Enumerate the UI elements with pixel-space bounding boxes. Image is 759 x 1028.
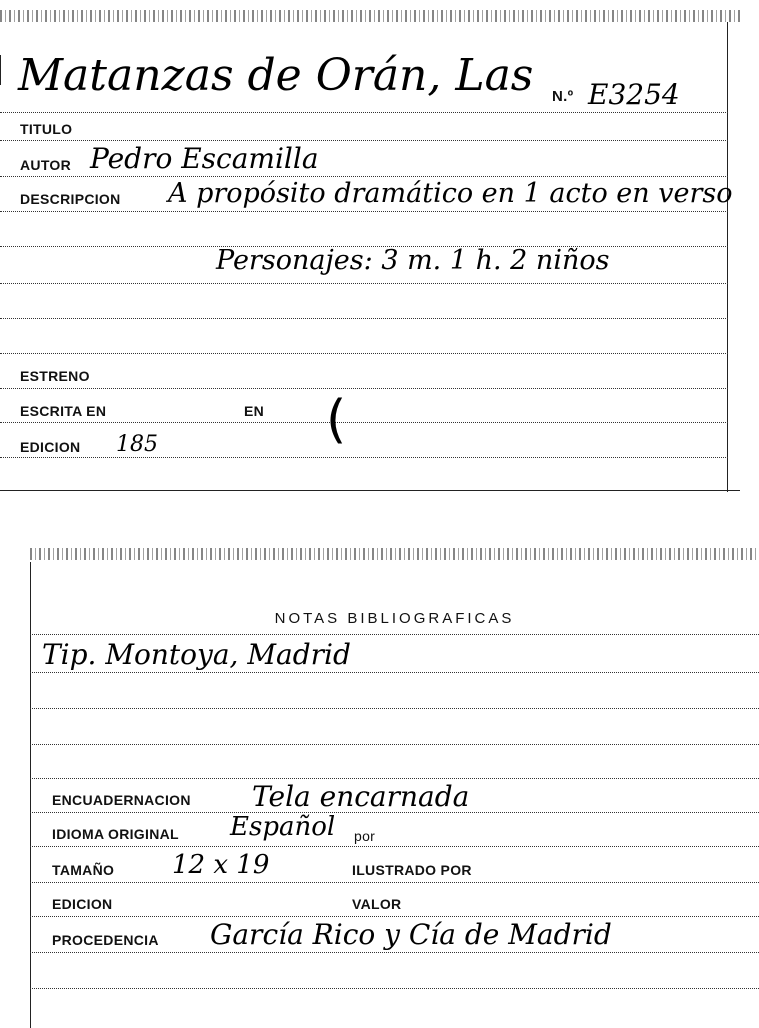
rule xyxy=(30,882,759,883)
number-label: N.º xyxy=(552,88,574,105)
encuadernacion-value: Tela encarnada xyxy=(252,780,470,813)
number-value: E3254 xyxy=(588,78,680,111)
card-left-mark xyxy=(0,55,1,85)
en-label: EN xyxy=(244,403,265,419)
rule xyxy=(30,744,759,745)
rule xyxy=(0,388,728,389)
rule xyxy=(0,176,728,177)
descripcion-value: A propósito dramático en 1 acto en verso xyxy=(168,178,733,209)
rule xyxy=(30,952,759,953)
por-label: por xyxy=(354,828,376,844)
rule xyxy=(0,140,728,141)
escrita-en-label: ESCRITA EN xyxy=(20,403,107,419)
rule xyxy=(0,457,728,458)
edicion-value: 185 xyxy=(116,432,158,457)
idioma-original-value: Español xyxy=(230,812,336,842)
scan-noise-top xyxy=(0,10,740,22)
rule xyxy=(0,422,728,423)
ilustrado-por-label: ILUSTRADO POR xyxy=(352,862,472,878)
rule xyxy=(0,283,728,284)
rule xyxy=(30,634,759,635)
valor-label: VALOR xyxy=(352,896,402,912)
personajes-value: Personajes: 3 m. 1 h. 2 niños xyxy=(216,245,610,276)
scan-noise-top xyxy=(30,548,759,560)
catalog-card-front xyxy=(0,0,740,492)
descripcion-label: DESCRIPCION xyxy=(20,191,121,207)
rule xyxy=(0,318,728,319)
rule xyxy=(0,211,728,212)
title-handwritten: Matanzas de Orán, Las xyxy=(18,50,534,101)
edicion-label: EDICION xyxy=(20,439,81,455)
catalog-card-back xyxy=(30,548,759,1028)
card-bottom-border xyxy=(0,490,740,491)
titulo-label: TITULO xyxy=(20,121,73,137)
rule xyxy=(30,708,759,709)
card-left-border xyxy=(30,562,31,1028)
rule xyxy=(30,778,759,779)
tamano-label: TAMAÑO xyxy=(52,862,115,878)
rule xyxy=(0,353,728,354)
rule xyxy=(30,846,759,847)
tamano-value: 12 x 19 xyxy=(172,850,270,880)
rule xyxy=(30,672,759,673)
redaction-mark: ( xyxy=(326,390,347,450)
autor-label: AUTOR xyxy=(20,157,72,173)
rule xyxy=(0,112,728,113)
note-value: Tip. Montoya, Madrid xyxy=(42,638,351,671)
autor-value: Pedro Escamilla xyxy=(90,142,319,175)
estreno-label: ESTRENO xyxy=(20,368,90,384)
procedencia-value: García Rico y Cía de Madrid xyxy=(210,918,612,951)
rule xyxy=(30,812,759,813)
notas-bibliograficas-heading: NOTAS BIBLIOGRAFICAS xyxy=(274,610,515,627)
procedencia-label: PROCEDENCIA xyxy=(52,932,159,948)
edicion-label: EDICION xyxy=(52,896,113,912)
encuadernacion-label: ENCUADERNACION xyxy=(52,792,191,808)
idioma-original-label: IDIOMA ORIGINAL xyxy=(52,826,179,842)
rule xyxy=(30,916,759,917)
rule xyxy=(30,988,759,989)
